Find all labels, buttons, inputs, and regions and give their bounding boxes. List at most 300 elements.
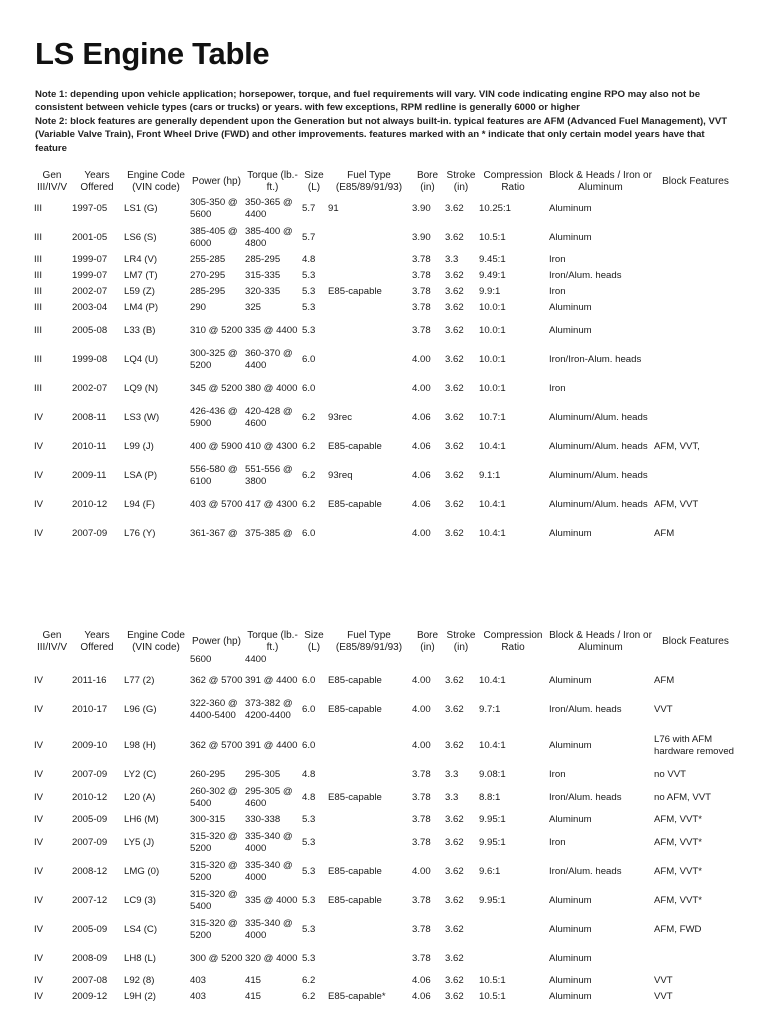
cell-size: 5.3 bbox=[302, 894, 316, 906]
cell-power: 362 @ 5700 bbox=[190, 739, 243, 751]
table-row bbox=[33, 300, 738, 316]
cell-block-heads bbox=[548, 654, 653, 666]
cell-bore: 4.00 bbox=[412, 739, 431, 751]
cell-size: 6.0 bbox=[302, 674, 316, 686]
cell-stroke: 3.62 bbox=[445, 952, 464, 964]
cell-power: 260-302 @ 5400 bbox=[190, 786, 238, 809]
cell-compression: 10.0:1 bbox=[479, 324, 506, 336]
cell-block-features: AFM, FWD bbox=[654, 923, 702, 935]
cell-block-features: no VVT bbox=[654, 769, 686, 781]
cell-bore: 4.00 bbox=[412, 353, 431, 365]
cell-gen: III bbox=[34, 353, 42, 365]
table-row bbox=[33, 886, 738, 915]
cell-gen: IV bbox=[34, 814, 44, 826]
cell-fuel-type: E85-capable bbox=[328, 674, 382, 686]
header-years: Years Offered bbox=[80, 630, 114, 653]
cell-years: 2005-09 bbox=[72, 923, 108, 935]
cell-torque: 295-305 @ 4600 bbox=[245, 786, 293, 809]
cell-block-features bbox=[653, 374, 738, 403]
cell-size: 5.3 bbox=[302, 814, 316, 826]
cell-stroke: 3.62 bbox=[445, 703, 464, 715]
cell-block-heads: Aluminum bbox=[549, 991, 592, 1003]
cell-compression: 10.5:1 bbox=[479, 975, 506, 987]
cell-bore: 3.78 bbox=[412, 302, 431, 314]
cell-stroke: 3.62 bbox=[445, 270, 464, 282]
cell-engine-code: L99 (J) bbox=[124, 440, 154, 452]
cell-compression: 10.4:1 bbox=[479, 498, 506, 510]
cell-block-features: AFM, VVT* bbox=[654, 894, 702, 906]
cell-stroke: 3.62 bbox=[445, 865, 464, 877]
cell-torque: 415 bbox=[245, 991, 262, 1003]
cell-bore: 4.00 bbox=[412, 382, 431, 394]
cell-compression: 10.4:1 bbox=[479, 739, 506, 751]
cell-gen: IV bbox=[34, 923, 44, 935]
cell-stroke: 3.62 bbox=[445, 411, 464, 423]
cell-block-heads: Aluminum/Alum. heads bbox=[549, 440, 648, 452]
table-row bbox=[33, 767, 738, 783]
cell-compression: 9.9:1 bbox=[479, 286, 501, 298]
cell-fuel-type: E85-capable bbox=[328, 498, 382, 510]
cell-stroke: 3.62 bbox=[445, 231, 464, 243]
cell-fuel-type: 93rec bbox=[328, 411, 352, 423]
cell-torque: 375-385 @ bbox=[245, 527, 293, 539]
cell-bore: 3.78 bbox=[412, 923, 431, 935]
table-body-1 bbox=[33, 194, 738, 548]
cell-gen: III bbox=[34, 254, 42, 266]
cell-engine-code: LH8 (L) bbox=[124, 952, 156, 964]
cell-block-heads: Aluminum/Alum. heads bbox=[549, 411, 648, 423]
cell-compression: 9.95:1 bbox=[479, 894, 506, 906]
note-2: Note 2: block features are generally dependent upon the Generation but not always built-in. typical features are AFM (Advanced Fuel Management), VVT (Variable Valve Train), Front Wheel Drive (FWD) and other improvements. features marked with an * indicate that only certain model years have that feature bbox=[35, 115, 728, 154]
cell-bore: 3.78 bbox=[412, 254, 431, 266]
cell-stroke: 3.62 bbox=[445, 894, 464, 906]
cell-gen: IV bbox=[34, 975, 44, 987]
cell-size: 6.0 bbox=[302, 353, 316, 365]
cell-engine-code: L98 (H) bbox=[124, 739, 156, 751]
cell-size: 5.3 bbox=[302, 302, 316, 314]
table-row bbox=[33, 223, 738, 252]
cell-engine-code: LSA (P) bbox=[124, 469, 158, 481]
cell-fuel-type: E85-capable bbox=[328, 894, 382, 906]
cell-power: 315-320 @ 5200 bbox=[190, 860, 238, 883]
table-row bbox=[33, 316, 738, 345]
cell-block-features: AFM, VVT, bbox=[654, 440, 700, 452]
cell-gen: IV bbox=[34, 527, 44, 539]
cell-block-features: VVT bbox=[654, 975, 673, 987]
cell-years bbox=[71, 654, 123, 666]
cell-engine-code: L20 (A) bbox=[124, 791, 156, 803]
cell-bore: 4.06 bbox=[412, 440, 431, 452]
cell-block-heads: Aluminum bbox=[549, 527, 592, 539]
cell-power: 403 @ 5700 bbox=[190, 498, 243, 510]
table-row bbox=[33, 944, 738, 973]
cell-power: 403 bbox=[190, 975, 207, 987]
cell-block-heads: Iron bbox=[549, 254, 566, 266]
engine-table-1 bbox=[33, 170, 738, 548]
cell-block-features bbox=[653, 284, 738, 300]
cell-fuel-type bbox=[327, 268, 411, 284]
cell-years: 2003-04 bbox=[72, 302, 108, 314]
cell-block-features: VVT bbox=[654, 991, 673, 1003]
cell-block-heads: Aluminum bbox=[549, 324, 592, 336]
cell-fuel-type bbox=[327, 944, 411, 973]
cell-gen: IV bbox=[34, 952, 44, 964]
cell-bore bbox=[411, 654, 444, 666]
cell-gen: III bbox=[34, 270, 42, 282]
cell-engine-code: L77 (2) bbox=[124, 674, 155, 686]
cell-years: 2010-11 bbox=[72, 440, 107, 452]
cell-fuel-type bbox=[327, 812, 411, 828]
header-engine-code: Engine Code (VIN code) bbox=[127, 630, 185, 653]
cell-block-heads: Aluminum bbox=[549, 894, 592, 906]
cell-bore: 4.00 bbox=[412, 865, 431, 877]
cell-gen: IV bbox=[34, 991, 44, 1003]
table-row bbox=[33, 724, 738, 767]
cell-fuel-type bbox=[327, 767, 411, 783]
cell-fuel-type bbox=[327, 252, 411, 268]
cell-compression: 9.95:1 bbox=[479, 814, 506, 826]
cell-compression: 10.5:1 bbox=[479, 231, 506, 243]
cell-bore: 3.78 bbox=[412, 270, 431, 282]
table-row bbox=[33, 194, 738, 223]
cell-size: 5.3 bbox=[302, 952, 316, 964]
header-bore: Bore (in) bbox=[416, 170, 439, 193]
cell-block-heads: Iron/Alum. heads bbox=[549, 270, 622, 282]
cell-block-heads: Aluminum bbox=[549, 231, 592, 243]
cell-size bbox=[301, 654, 327, 666]
cell-fuel-type bbox=[327, 828, 411, 857]
cell-bore: 4.06 bbox=[412, 991, 431, 1003]
table-row-continuation bbox=[33, 654, 738, 666]
cell-size: 4.8 bbox=[302, 254, 316, 266]
cell-torque: 330-338 bbox=[245, 814, 281, 826]
cell-block-features: AFM bbox=[654, 674, 675, 686]
cell-power: 300-325 @ 5200 bbox=[190, 348, 238, 371]
header-block-features: Block Features bbox=[662, 176, 729, 187]
cell-power: 345 @ 5200 bbox=[190, 382, 243, 394]
cell-engine-code: L96 (G) bbox=[124, 703, 157, 715]
cell-years: 2007-09 bbox=[72, 769, 108, 781]
cell-gen: IV bbox=[34, 894, 44, 906]
cell-torque: 335-340 @ 4000 bbox=[245, 831, 293, 854]
cell-stroke: 3.3 bbox=[445, 254, 459, 266]
cell-torque: 551-556 @ 3800 bbox=[245, 464, 293, 487]
cell-gen: IV bbox=[34, 440, 44, 452]
cell-block-features: AFM, VVT* bbox=[654, 836, 702, 848]
cell-engine-code: LH6 (M) bbox=[124, 814, 159, 826]
cell-block-features: L76 with AFM hardware removed bbox=[654, 734, 734, 757]
cell-torque: 335-340 @ 4000 bbox=[245, 918, 293, 941]
cell-torque: 415 bbox=[245, 975, 262, 987]
cell-bore: 3.78 bbox=[412, 791, 431, 803]
table-row bbox=[33, 989, 738, 1005]
header-size: Size (L) bbox=[304, 630, 324, 653]
cell-stroke: 3.62 bbox=[445, 302, 464, 314]
cell-power: 310 @ 5200 bbox=[190, 324, 243, 336]
table-row bbox=[33, 828, 738, 857]
table-row bbox=[33, 461, 738, 490]
cell-torque: 320 @ 4000 bbox=[245, 952, 298, 964]
cell-block-features bbox=[653, 268, 738, 284]
cell-torque: 325 bbox=[245, 302, 262, 314]
cell-size: 6.2 bbox=[302, 991, 316, 1003]
cell-stroke: 3.62 bbox=[445, 324, 464, 336]
cell-block-features bbox=[653, 252, 738, 268]
cell-power: 315-320 @ 5200 bbox=[190, 918, 238, 941]
cell-size: 6.2 bbox=[302, 469, 316, 481]
header-block-heads: Block & Heads / Iron or Aluminum bbox=[549, 170, 652, 193]
page-title: LS Engine Table bbox=[35, 36, 270, 71]
cell-stroke: 3.62 bbox=[445, 527, 464, 539]
cell-compression bbox=[478, 654, 548, 666]
cell-engine-code: L33 (B) bbox=[124, 324, 156, 336]
cell-years: 1999-08 bbox=[72, 353, 108, 365]
cell-power: 270-295 bbox=[190, 270, 226, 282]
cell-power: 385-405 @ 6000 bbox=[190, 226, 238, 249]
header-block-heads: Block & Heads / Iron or Aluminum bbox=[549, 630, 652, 653]
cell-gen: IV bbox=[34, 769, 44, 781]
cell-stroke bbox=[444, 654, 478, 666]
cell-years: 2008-12 bbox=[72, 865, 108, 877]
cell-stroke: 3.62 bbox=[445, 836, 464, 848]
cell-bore: 3.78 bbox=[412, 814, 431, 826]
cell-power: 300 @ 5200 bbox=[190, 952, 243, 964]
cell-fuel-type bbox=[327, 345, 411, 374]
cell-years: 1999-07 bbox=[72, 254, 108, 266]
cell-torque: 391 @ 4400 bbox=[245, 674, 298, 686]
table-row bbox=[33, 973, 738, 989]
table-row bbox=[33, 666, 738, 695]
cell-engine-code: LQ4 (U) bbox=[124, 353, 159, 365]
cell-block-heads: Iron bbox=[549, 769, 566, 781]
cell-bore: 3.78 bbox=[412, 894, 431, 906]
header-fuel-type: Fuel Type (E85/89/91/93) bbox=[335, 630, 403, 653]
cell-block-heads: Iron/Alum. heads bbox=[549, 791, 622, 803]
cell-engine-code: LS4 (C) bbox=[124, 923, 158, 935]
cell-engine-code: LS1 (G) bbox=[124, 202, 158, 214]
cell-block-features bbox=[653, 345, 738, 374]
cell-block-features bbox=[653, 194, 738, 223]
cell-block-heads: Aluminum bbox=[549, 202, 592, 214]
cell-size: 5.3 bbox=[302, 324, 316, 336]
cell-fuel-type bbox=[327, 654, 411, 666]
cell-stroke: 3.62 bbox=[445, 469, 464, 481]
cell-power: 255-285 bbox=[190, 254, 226, 266]
cell-bore: 4.00 bbox=[412, 527, 431, 539]
cell-power: 361-367 @ bbox=[190, 527, 238, 539]
cell-bore: 4.00 bbox=[412, 703, 431, 715]
header-block-features: Block Features bbox=[662, 636, 729, 647]
cell-gen: III bbox=[34, 231, 42, 243]
cell-stroke: 3.62 bbox=[445, 674, 464, 686]
cell-bore: 3.90 bbox=[412, 202, 431, 214]
header-bore: Bore (in) bbox=[416, 630, 439, 653]
cell-engine-code: LS3 (W) bbox=[124, 411, 160, 423]
cell-stroke: 3.62 bbox=[445, 814, 464, 826]
cell-block-heads: Aluminum bbox=[549, 814, 592, 826]
cell-compression: 10.4:1 bbox=[479, 527, 506, 539]
cell-torque: 4400 bbox=[245, 654, 267, 665]
cell-block-features bbox=[653, 300, 738, 316]
cell-years: 2008-11 bbox=[72, 411, 107, 423]
cell-block-heads: Iron bbox=[549, 286, 566, 298]
cell-block-features: AFM, VVT* bbox=[654, 814, 702, 826]
cell-size: 5.7 bbox=[302, 202, 316, 214]
cell-torque: 295-305 bbox=[245, 769, 281, 781]
cell-size: 6.2 bbox=[302, 411, 316, 423]
cell-gen: IV bbox=[34, 469, 44, 481]
cell-engine-code: L92 (8) bbox=[124, 975, 155, 987]
header-compression: Compression Ratio bbox=[483, 630, 543, 653]
cell-torque: 373-382 @ 4200-4400 bbox=[245, 698, 293, 721]
cell-gen: III bbox=[34, 202, 42, 214]
cell-stroke: 3.62 bbox=[445, 498, 464, 510]
cell-power: 315-320 @ 5200 bbox=[190, 831, 238, 854]
header-size: Size (L) bbox=[304, 170, 324, 193]
table-row bbox=[33, 915, 738, 944]
cell-block-heads: Aluminum bbox=[549, 302, 592, 314]
cell-power: 400 @ 5900 bbox=[190, 440, 243, 452]
cell-compression: 9.1:1 bbox=[479, 469, 501, 481]
cell-stroke: 3.62 bbox=[445, 923, 464, 935]
cell-size: 5.3 bbox=[302, 286, 316, 298]
cell-compression: 10.7:1 bbox=[479, 411, 506, 423]
cell-engine-code: LS6 (S) bbox=[124, 231, 157, 243]
cell-bore: 3.78 bbox=[412, 286, 431, 298]
cell-bore: 3.78 bbox=[412, 952, 431, 964]
cell-gen: IV bbox=[34, 703, 44, 715]
cell-block-heads: Aluminum/Alum. heads bbox=[549, 498, 648, 510]
cell-fuel-type: E85-capable* bbox=[328, 991, 386, 1003]
cell-block-features: AFM, VVT bbox=[654, 498, 699, 510]
cell-compression: 10.4:1 bbox=[479, 440, 506, 452]
cell-years: 2009-11 bbox=[72, 469, 107, 481]
cell-years: 2002-07 bbox=[72, 286, 108, 298]
cell-compression: 10.0:1 bbox=[479, 302, 506, 314]
cell-torque: 420-428 @ 4600 bbox=[245, 406, 293, 429]
cell-years: 1999-07 bbox=[72, 270, 108, 282]
cell-block-features bbox=[653, 403, 738, 432]
cell-size: 5.7 bbox=[302, 231, 316, 243]
cell-bore: 3.78 bbox=[412, 769, 431, 781]
cell-size: 6.0 bbox=[302, 382, 316, 394]
cell-torque: 360-370 @ 4400 bbox=[245, 348, 293, 371]
cell-gen: IV bbox=[34, 674, 44, 686]
cell-torque: 391 @ 4400 bbox=[245, 739, 298, 751]
cell-compression: 10.0:1 bbox=[479, 382, 506, 394]
cell-engine-code: L9H (2) bbox=[124, 991, 156, 1003]
cell-torque: 315-335 bbox=[245, 270, 281, 282]
cell-size: 5.3 bbox=[302, 865, 316, 877]
cell-years: 2009-12 bbox=[72, 991, 108, 1003]
cell-fuel-type bbox=[327, 316, 411, 345]
cell-stroke: 3.62 bbox=[445, 739, 464, 751]
cell-stroke: 3.62 bbox=[445, 991, 464, 1003]
cell-fuel-type bbox=[327, 724, 411, 767]
cell-years: 2010-12 bbox=[72, 791, 108, 803]
cell-power: 285-295 bbox=[190, 286, 226, 298]
cell-bore: 3.78 bbox=[412, 836, 431, 848]
cell-torque: 285-295 bbox=[245, 254, 281, 266]
cell-years: 2001-05 bbox=[72, 231, 108, 243]
cell-block-heads: Aluminum bbox=[549, 975, 592, 987]
cell-power: 426-436 @ 5900 bbox=[190, 406, 238, 429]
cell-block-heads: Aluminum bbox=[549, 739, 592, 751]
cell-fuel-type: E85-capable bbox=[328, 286, 382, 298]
cell-stroke: 3.62 bbox=[445, 353, 464, 365]
cell-power: 322-360 @ 4400-5400 bbox=[190, 698, 238, 721]
cell-years: 2002-07 bbox=[72, 382, 108, 394]
cell-torque: 385-400 @ 4800 bbox=[245, 226, 293, 249]
cell-compression: 9.08:1 bbox=[479, 769, 506, 781]
cell-compression: 9.7:1 bbox=[479, 703, 501, 715]
table-row bbox=[33, 783, 738, 812]
cell-stroke: 3.62 bbox=[445, 286, 464, 298]
cell-power: 300-315 bbox=[190, 814, 226, 826]
header-stroke: Stroke (in) bbox=[446, 170, 476, 193]
cell-gen: IV bbox=[34, 498, 44, 510]
cell-block-heads: Iron bbox=[549, 382, 566, 394]
table-row bbox=[33, 403, 738, 432]
cell-years: 2009-10 bbox=[72, 739, 108, 751]
header-torque: Torque (lb.-ft.) bbox=[247, 170, 298, 193]
cell-fuel-type: 91 bbox=[328, 202, 339, 214]
cell-torque: 350-365 @ 4400 bbox=[245, 197, 293, 220]
cell-block-heads: Aluminum bbox=[549, 923, 592, 935]
header-gen: Gen III/IV/V bbox=[36, 630, 67, 653]
cell-torque: 410 @ 4300 bbox=[245, 440, 298, 452]
table-row bbox=[33, 432, 738, 461]
cell-torque: 417 @ 4300 bbox=[245, 498, 298, 510]
header-compression: Compression Ratio bbox=[483, 170, 543, 193]
cell-block-features: AFM, VVT* bbox=[654, 865, 702, 877]
header-power: Power (hp) bbox=[192, 636, 241, 647]
cell-compression: 8.8:1 bbox=[479, 791, 501, 803]
table-row bbox=[33, 519, 738, 548]
cell-years: 2005-08 bbox=[72, 324, 108, 336]
cell-power: 556-580 @ 6100 bbox=[190, 464, 238, 487]
cell-size: 6.0 bbox=[302, 739, 316, 751]
cell-stroke: 3.3 bbox=[445, 769, 459, 781]
cell-gen: III bbox=[34, 382, 42, 394]
cell-years: 2007-09 bbox=[72, 836, 108, 848]
header-engine-code: Engine Code (VIN code) bbox=[127, 170, 185, 193]
cell-power: 290 bbox=[190, 302, 207, 314]
cell-block-features bbox=[653, 316, 738, 345]
cell-fuel-type bbox=[327, 300, 411, 316]
cell-block-heads: Iron/Alum. heads bbox=[549, 703, 622, 715]
cell-block-heads: Iron/Alum. heads bbox=[549, 865, 622, 877]
cell-size: 4.8 bbox=[302, 769, 316, 781]
notes bbox=[35, 88, 735, 155]
table-body-2 bbox=[33, 654, 738, 1005]
cell-stroke: 3.62 bbox=[445, 382, 464, 394]
cell-gen: IV bbox=[34, 791, 44, 803]
cell-size: 5.3 bbox=[302, 923, 316, 935]
cell-stroke: 3.62 bbox=[445, 975, 464, 987]
cell-engine-code: LR4 (V) bbox=[124, 254, 158, 266]
cell-power: 403 bbox=[190, 991, 207, 1003]
cell-size: 6.0 bbox=[302, 527, 316, 539]
cell-torque: 335 @ 4000 bbox=[245, 894, 298, 906]
cell-block-heads: Aluminum/Alum. heads bbox=[549, 469, 648, 481]
cell-fuel-type: E85-capable bbox=[328, 440, 382, 452]
cell-bore: 3.78 bbox=[412, 324, 431, 336]
table-row bbox=[33, 345, 738, 374]
cell-engine-code: LQ9 (N) bbox=[124, 382, 159, 394]
cell-years: 2008-09 bbox=[72, 952, 108, 964]
table-row bbox=[33, 857, 738, 886]
